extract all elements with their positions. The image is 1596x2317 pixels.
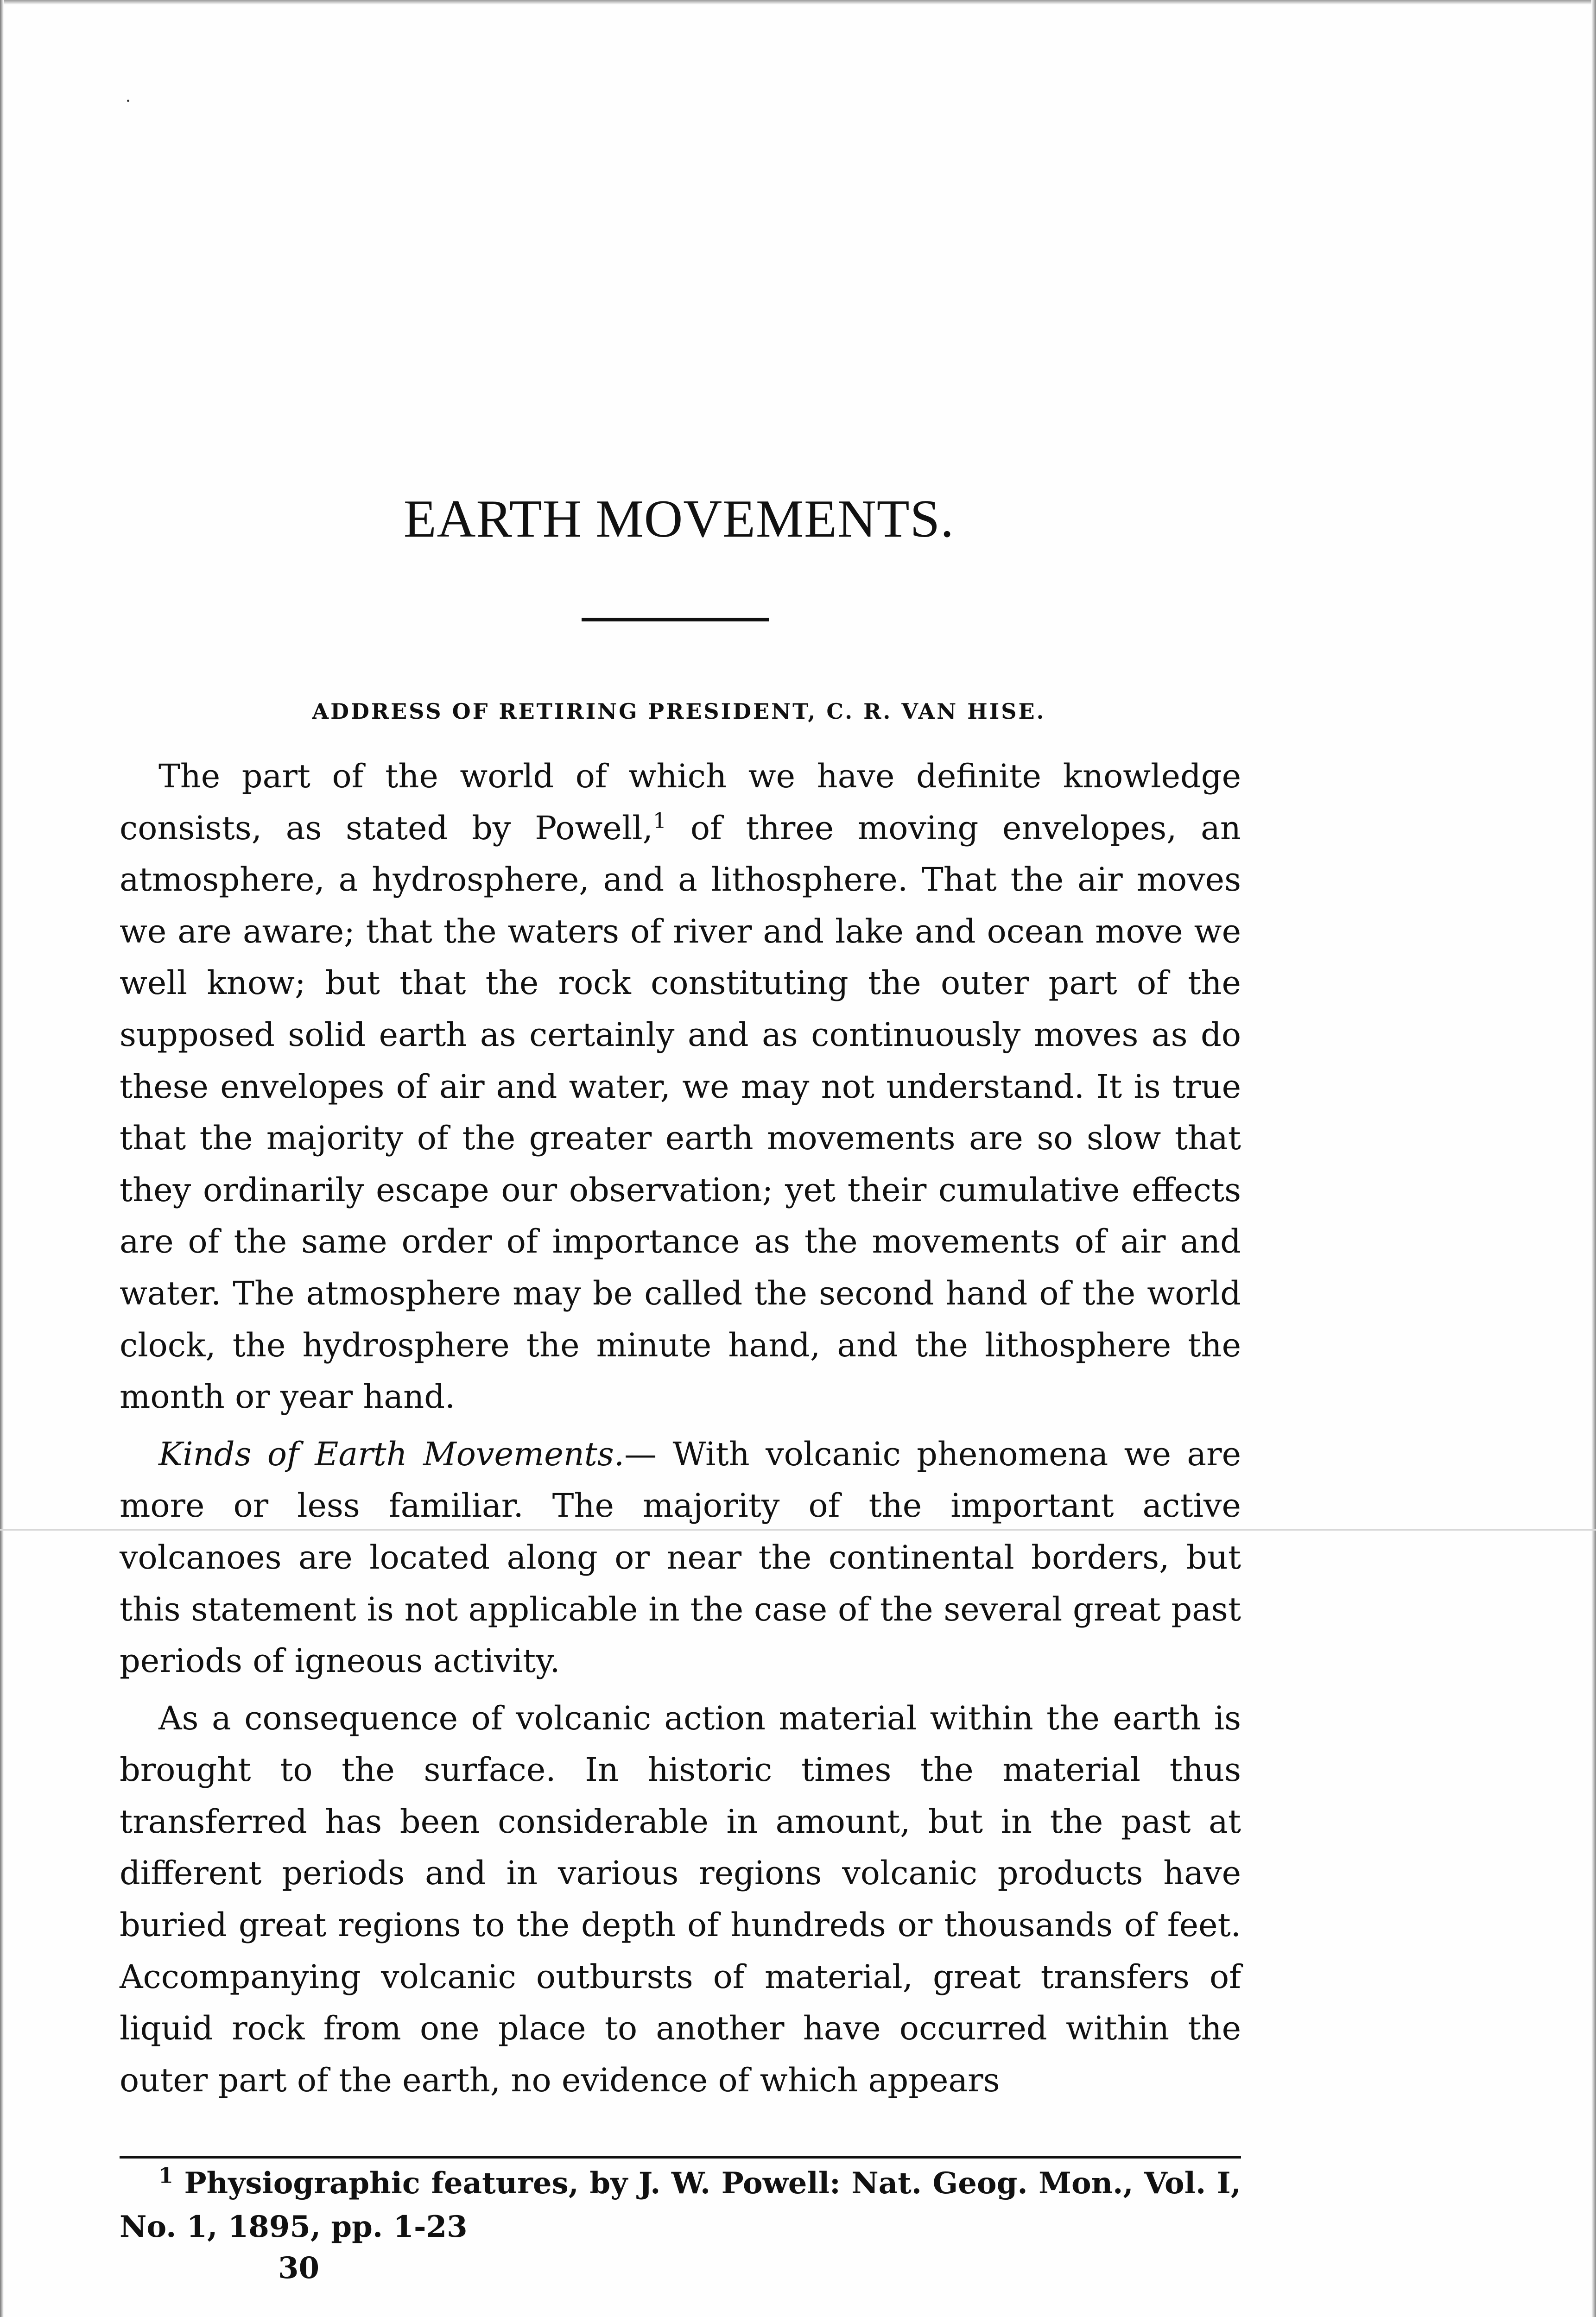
- page-title: EARTH MOVEMENTS.: [403, 489, 955, 549]
- footnote-marker: 1: [158, 2163, 174, 2188]
- address-subtitle: ADDRESS OF RETIRING PRESIDENT, C. R. VAN HISE.: [312, 699, 1046, 724]
- footnote-text: Physiographic features, by J. W. Powell: Nat. Geog. Mon., Vol. I, No. 1, 1895, pp. 1-23: [120, 2166, 1241, 2244]
- scan-edge-left: [0, 0, 4, 2317]
- footnote: [120, 2162, 1241, 2249]
- scan-edge-right: [1591, 0, 1596, 2317]
- page-number: 30: [278, 2251, 320, 2285]
- body-text: [120, 751, 1241, 2112]
- scan-speck: [127, 100, 129, 102]
- section-heading-kinds-of-earth-movements: Kinds of Earth Movements.: [158, 1435, 625, 1473]
- footnote-reference: 1: [652, 808, 667, 833]
- title-rule: [582, 618, 769, 621]
- paragraph-1-start: The part of the world of which we have definite knowledge consists, as stated by Powell,: [120, 757, 1241, 847]
- paragraph-3: As a consequence of volcanic action material within the earth is brought to the surface. In historic times the material thus transferred has been considerable in amount, but in the past at different periods and in various regions volcanic products have buried great regions to the depth of hundreds or thousands of feet. Accompanying volcanic outbursts of material, great transfers of liquid rock from one place to another have occurred within the outer part of the earth, no evidence of which appears: [120, 1699, 1241, 2099]
- paragraph-1-rest: of three moving envelopes, an atmosphere, a hydrosphere, and a lithosphere. That the air moves we are aware; that the waters of river and lake and ocean move we well know; but that the rock constituting the outer part of the supposed solid earth as certainly and as continuously moves as do these envelopes of air and water, we may not understand. It is true that the majority of the greater earth movements are so slow that they ordinarily escape our observation; yet their cumulative effects are of the same order of importance as the movements of air and water. The atmosphere may be called the second hand of the world clock, the hydrosphere the minute hand, and the lithosphere the month or year hand.: [120, 809, 1241, 1416]
- paragraph-1: [120, 751, 1241, 1423]
- paragraph-2: [120, 1429, 1241, 1687]
- paragraph-2-rest: — With volcanic phenomena we are more or less familiar. The majority of the important active volcanoes are located along or near the continental borders, but this statement is not applicable in the case of the several great past periods of igneous activity.: [120, 1435, 1241, 1680]
- scan-edge-top: [0, 0, 1596, 5]
- footnote-rule: [120, 2156, 1241, 2159]
